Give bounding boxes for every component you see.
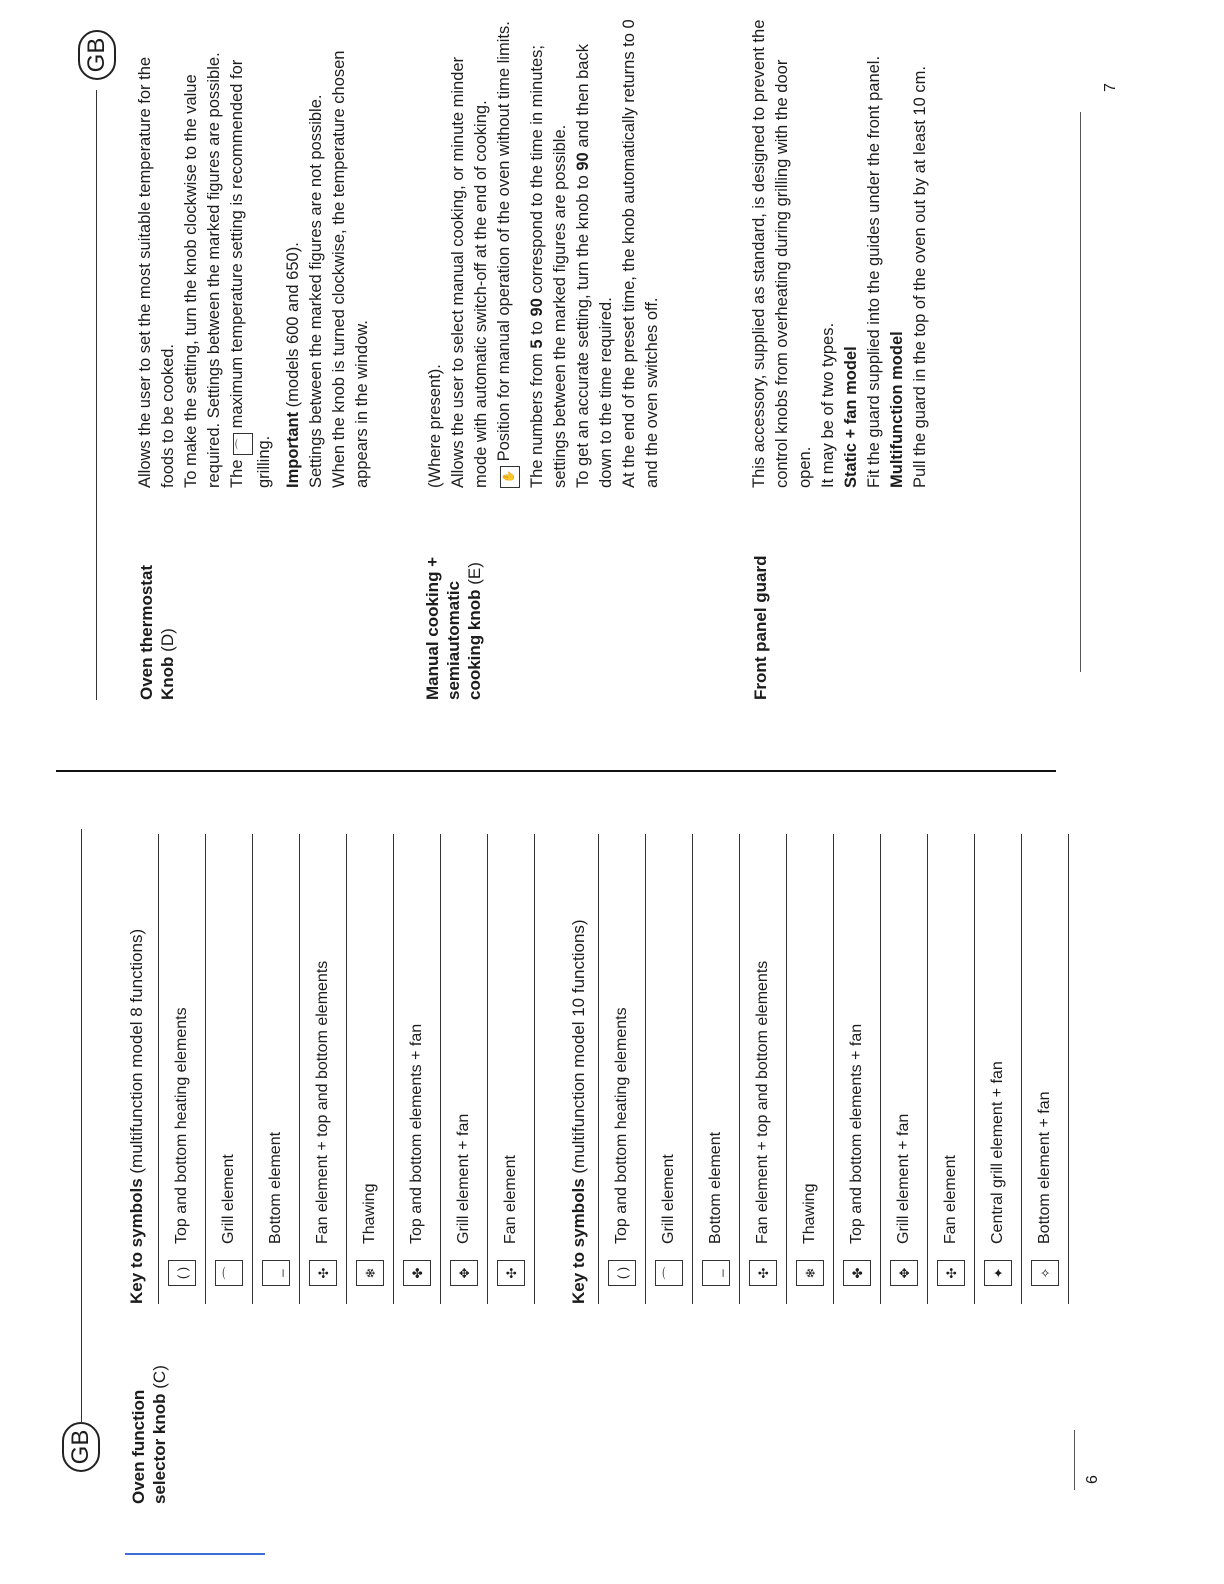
symbol-label: Top and bottom elements + fan [848, 1023, 865, 1244]
top-bottom-heat-icon: ( ) [168, 1260, 196, 1286]
manual-cooking-description: (Where present). Allows the user to select manual cooking, or minute minder mode with automatic switch-off at the end of cooking. ✋ Position for manual operation of the oven without time limits. The numbers from 5 to 90 correspond to the time in minutes; settings between the marked figures are possible. To get an accurate setting, turn the knob to 90 and then back down to the time required. At the end of the preset time, the knob automatically returns to 0 and the oven switches off. [426, 19, 661, 488]
header-rule [96, 90, 97, 700]
symbol-row [692, 834, 739, 1304]
symbol-row [393, 834, 440, 1304]
symbol-row [739, 834, 786, 1304]
fan-element-icon: ✣ [497, 1260, 525, 1286]
key-to-symbols-10-header: Key to symbols (multifunction model 10 functions) [569, 919, 588, 1304]
symbol-row [299, 834, 346, 1304]
bottom-element-icon: _ [262, 1260, 290, 1286]
grill-fan-icon: ✥ [890, 1260, 918, 1286]
symbol-row [205, 834, 252, 1304]
key-to-symbols-8-header: Key to symbols (multifunction model 8 functions) [127, 928, 146, 1304]
symbol-row [252, 834, 299, 1304]
gb-language-badge: GB [62, 1422, 100, 1472]
symbol-row [1021, 834, 1069, 1304]
front-panel-guard-description: This accessory, supplied as standard, is designed to prevent the control knobs from overheating during grilling with the door open. It may be of two types. Static + fan model Fit the guard supplied into the guides under the front panel. Multifunction model Pull the guard in the top of the oven out by at least 10 cm. [750, 19, 929, 488]
symbol-label: Fan element + top and bottom elements [314, 960, 331, 1244]
grill-fan-icon: ✥ [450, 1260, 478, 1286]
page-6 [0, 792, 1224, 1584]
manual-hand-icon: ✋ [500, 466, 520, 488]
top-bottom-fan-icon: ✤ [403, 1260, 431, 1286]
symbol-label: Grill element + fan [895, 1113, 912, 1244]
grill-element-icon: ⌒ [215, 1260, 243, 1286]
central-grill-fan-icon: ✦ [984, 1260, 1012, 1286]
symbol-row [158, 834, 205, 1304]
thermostat-title: Oven thermostat Knob (D) [137, 564, 177, 700]
thermostat-description: Allows the user to set the most suitable temperature for the foods to be cooked. To make the setting, turn the knob clockwise to the value required. Settings between the marked figures are possible. The ⌒ maximum temperature setting is recommended for grilling. Important (models 600 and 650). Settings between the marked figures are not possible. When the knob is turned clockwise, the temperature chosen appears in the window. [136, 50, 371, 488]
footer-rule [1080, 112, 1081, 672]
symbol-label: Fan element [942, 1155, 959, 1244]
scan-margin-mark [125, 1553, 265, 1555]
symbol-label: Fan element + top and bottom elements [754, 960, 771, 1244]
grill-max-icon: ⌒ [233, 433, 253, 455]
symbol-label: Thawing [361, 1183, 378, 1244]
top-bottom-heat-icon: ( ) [608, 1260, 636, 1286]
bottom-element-icon: _ [702, 1260, 730, 1286]
symbol-label: Top and bottom elements + fan [408, 1023, 425, 1244]
symbol-label: Bottom element + fan [1036, 1091, 1053, 1244]
thawing-icon: ❄ [796, 1260, 824, 1286]
symbol-row [880, 834, 927, 1304]
symbols-table-8 [158, 834, 535, 1304]
symbol-row [346, 834, 393, 1304]
symbol-label: Fan element [502, 1155, 519, 1244]
fan-top-bottom-icon: ✣ [309, 1260, 337, 1286]
bottom-fan-icon: ✧ [1031, 1260, 1059, 1286]
symbol-label: Bottom element [707, 1131, 724, 1244]
footer-rule [1074, 1430, 1075, 1490]
symbol-row [786, 834, 833, 1304]
top-bottom-fan-icon: ✤ [843, 1260, 871, 1286]
symbol-label: Grill element + fan [455, 1113, 472, 1244]
symbol-row [833, 834, 880, 1304]
grill-element-icon: ⌒ [655, 1260, 683, 1286]
manual-cooking-title: Manual cooking + semiautomatic cooking knob (E) [423, 556, 484, 700]
symbol-row [487, 834, 535, 1304]
symbol-label: Grill element [220, 1154, 237, 1244]
symbol-row [645, 834, 692, 1304]
front-panel-guard-title: Front panel guard [751, 555, 770, 700]
fan-top-bottom-icon: ✣ [749, 1260, 777, 1286]
header-rule [81, 829, 82, 1424]
symbol-label: Central grill element + fan [989, 1061, 1006, 1244]
thawing-icon: ❄ [356, 1260, 384, 1286]
page-number: 7 [1102, 83, 1119, 92]
gb-language-badge: GB [78, 30, 116, 80]
symbol-row [440, 834, 487, 1304]
symbol-label: Thawing [801, 1183, 818, 1244]
symbol-label: Bottom element [267, 1131, 284, 1244]
symbol-label: Top and bottom heating elements [173, 1007, 190, 1244]
oven-function-title: Oven function selector knob (C) [129, 1365, 169, 1504]
symbols-table-10 [598, 834, 1069, 1304]
fan-element-icon: ✣ [937, 1260, 965, 1286]
symbol-label: Grill element [660, 1154, 677, 1244]
page-number: 6 [1084, 1475, 1101, 1484]
symbol-label: Top and bottom heating elements [613, 1007, 630, 1244]
symbol-row [974, 834, 1021, 1304]
symbol-row [927, 834, 974, 1304]
symbol-row [598, 834, 645, 1304]
